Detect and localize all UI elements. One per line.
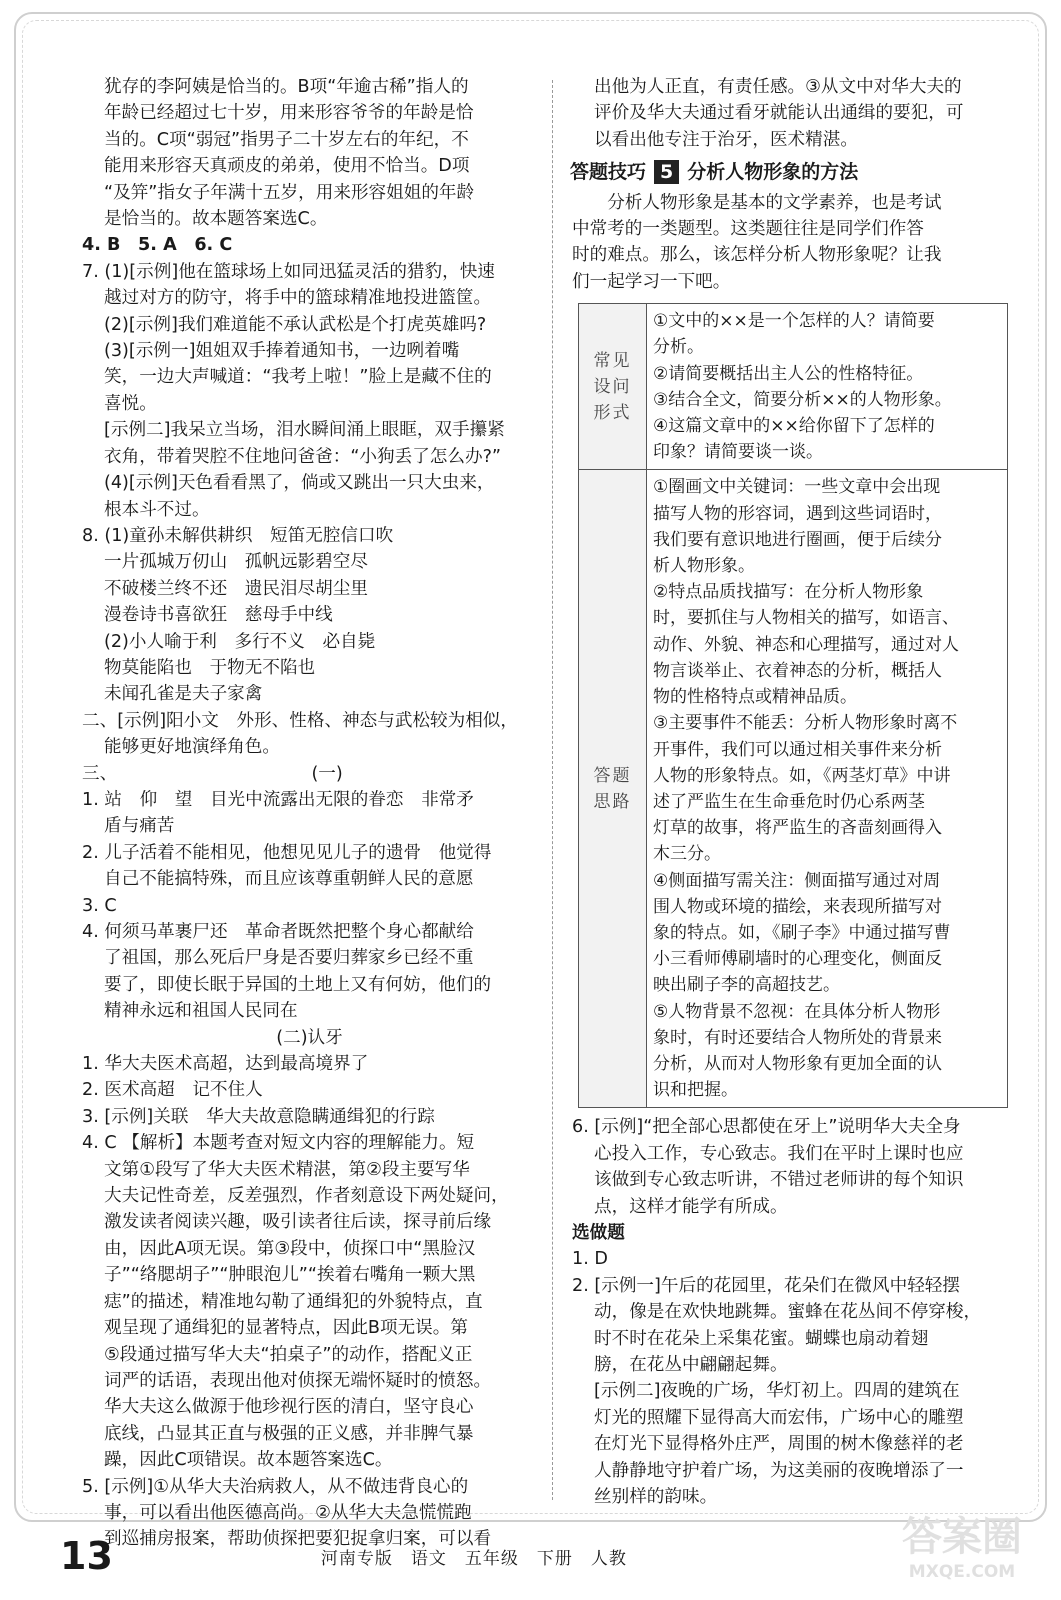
text-line: 由，因此A项无误。第③段中，侦探口中“黑脸汉 — [104, 1238, 476, 1259]
text-line: 一片孤城万仞山 孤帆远影碧空尽 — [104, 552, 368, 573]
text-line: 该做到专心致志听讲，不错过老师讲的每个知识 — [594, 1170, 964, 1191]
text-line: 物莫能陷也 于物无不陷也 — [104, 657, 316, 678]
text-line: 时不时在花朵上采集花蜜。蝴蝶也扇动着翅 — [594, 1328, 929, 1349]
answer-7 — [82, 259, 537, 523]
text-line: 2. 儿子活着不能相见，他想见见儿子的遗骨 他觉得 — [82, 842, 492, 863]
answer-6 — [572, 1114, 1022, 1220]
watermark-logo: 答案圈 — [902, 1514, 1022, 1560]
text-line: 物言谈举止、衣着神态的分析，概括人 — [653, 660, 942, 681]
optional-answers — [572, 1246, 1022, 1510]
text-line: 膀，在花丛中翩翩起舞。 — [594, 1355, 788, 1375]
text-line: 躁，因此C项错误。故本题答案选C。 — [104, 1450, 393, 1471]
text-line: 出他为人正直，有责任感。③从文中对华大夫的 — [594, 77, 962, 97]
text-line: 动作、外貌、神态和心理描写，通过对人 — [653, 634, 959, 655]
page-footer — [60, 1534, 1020, 1578]
text-line: 动，像是在欢快地跳舞。蜜蜂在花丛间不停穿梭， — [594, 1302, 982, 1323]
text-line: 描写人物的形容词，遇到这些词语时， — [653, 503, 942, 524]
text-line: 漫卷诗书喜欲狂 慈母手中线 — [104, 605, 333, 626]
footer-text: 河南专版 语文 五年级 下册 人教 — [320, 1548, 627, 1569]
text-line: 5. [示例]①从华大夫治病救人，从不做违背良心的 — [82, 1476, 469, 1497]
text-line: 围人物或环境的描绘，来表现所描写对 — [653, 896, 942, 917]
answer-5-continuation — [572, 74, 1022, 153]
text-line: 3. [示例]关联 华大夫故意隐瞒通缉犯的行踪 — [82, 1106, 435, 1127]
page-number: 13 — [60, 1534, 113, 1578]
text-line: 了祖国，那么死后尸身是否要归葬家乡已经不重 — [104, 948, 474, 969]
text-line: 盾与痛苦 — [104, 816, 175, 837]
text-line: 是恰当的。故本题答案选C。 — [104, 209, 328, 230]
text-line: 衣角，带着哭腔不住地问爸爸：“小狗丢了怎么办?” — [104, 446, 502, 467]
text-line: 人物的形象特点。如，《两茎灯草》中讲 — [653, 765, 951, 786]
text-line: 点，这样才能学有所成。 — [594, 1196, 788, 1217]
text-line: 大夫记性奇差，反差强烈，作者刻意设下两处疑问， — [104, 1186, 509, 1207]
text-line: 1. 华大夫医术高超，达到最高境界了 — [82, 1054, 369, 1075]
row-label: 答题思路 — [579, 470, 647, 1108]
tip-number-badge: 5 — [654, 160, 679, 184]
text-line: 评价及华大夫通过看牙就能认出通缉的要犯，可 — [594, 103, 964, 124]
text-line: 喜悦。 — [104, 393, 157, 414]
text-line: (4)[示例]天色看看黑了，倘或又跳出一只大虫来， — [104, 473, 495, 494]
text-line: 们一起学习一下吧。 — [572, 271, 731, 292]
text-line: 事，可以看出他医德高尚。②从华大夫急慌慌跑 — [104, 1502, 472, 1523]
table-row — [579, 470, 1008, 1108]
text-line: 词严的话语，表现出他对侦探无端怀疑时的愤怒。 — [104, 1370, 492, 1391]
text-line: 述了严监生在生命垂危时仍心系两茎 — [653, 791, 925, 812]
text-line: 能用来形容天真顽皮的弟弟，使用不恰当。D项 — [104, 156, 470, 177]
section-3-part-2 — [82, 1051, 537, 1553]
text-line: ③主要事件不能丢：分析人物形象时离不 — [653, 713, 958, 734]
text-line: 我们要有意识地进行圈画，便于后续分 — [653, 529, 942, 550]
answer-8 — [82, 523, 537, 708]
text-line: 丝别样的韵味。 — [594, 1487, 718, 1508]
right-column — [572, 74, 1022, 1510]
text-line: ⑤段通过描写华大夫“拍桌子”的动作，搭配义正 — [104, 1344, 473, 1365]
tip-label: 答题技巧 — [570, 161, 647, 184]
text-line: (2)小人喻于利 多行不义 必自毙 — [104, 631, 376, 652]
text-line: 痣”的描述，精准地勾勒了通缉犯的外貌特点，直 — [104, 1291, 483, 1312]
text-line: 映出刷子李的高超技艺。 — [653, 975, 840, 996]
text-line: 印象？请简要谈一谈。 — [653, 442, 823, 463]
tip-title: 分析人物形象的方法 — [687, 161, 859, 184]
text-line: 物的性格特点或精神品质。 — [653, 687, 857, 708]
watermark-url: MXQE.COM — [908, 1562, 1016, 1582]
text-line: 华大夫这么做源于他珍视行医的清白，坚守良心 — [104, 1397, 474, 1418]
text-line: 7. (1)[示例]他在篮球场上如同迅猛灵活的猎豹，快速 — [82, 261, 495, 282]
text-line: ④这篇文章中的××给你留下了怎样的 — [653, 416, 935, 437]
text-line: 灯草的故事，将严监生的吝啬刻画得入 — [653, 818, 942, 839]
text-line: 笑，一边大声喊道：“我考上啦！”脸上是藏不住的 — [104, 367, 492, 388]
text-line: 分析，从而对人物形象有更加全面的认 — [653, 1053, 942, 1074]
text-line: 能够更好地演绎角色。 — [104, 737, 280, 758]
text-line: 木三分。 — [653, 844, 721, 865]
tip-intro — [572, 190, 1022, 296]
text-line: 精神永远和祖国人民同在 — [104, 1001, 298, 1022]
row-content — [647, 304, 1008, 470]
text-line: 分析人物形象是基本的文学素养，也是考试 — [607, 192, 942, 213]
row-content — [647, 470, 1008, 1108]
text-line: 象的特点。如，《刷子李》中通过描写曹 — [653, 922, 951, 943]
text-line: 3. C — [82, 895, 117, 916]
text-line: 灯光的照耀下显得高大而宏伟，广场中心的雕塑 — [594, 1407, 964, 1428]
text-line: 人静静地守护着广场，为这美丽的夜晚增添了一 — [594, 1460, 964, 1481]
tip-heading — [570, 159, 1022, 185]
subsection-title: (一) — [311, 763, 343, 784]
text-line: ①圈画文中关键词：一些文章中会出现 — [653, 477, 941, 498]
table-row — [579, 304, 1008, 470]
text-line: 时，要抓住与人物相关的描写，如语言、 — [653, 608, 959, 629]
section-3-part-1 — [82, 787, 537, 1025]
text-line: 4. C 【解析】本题考查对短文内容的理解能力。短 — [82, 1133, 475, 1154]
answers-4-6: 4. B 5. A 6. C — [82, 235, 233, 256]
text-line: 8. (1)童孙未解供耕织 短笛无腔信口吹 — [82, 525, 394, 546]
text-line: 析人物形象。 — [653, 556, 755, 577]
text-line: 1. D — [572, 1249, 608, 1270]
watermark — [887, 1505, 1037, 1589]
text-line: 文第①段写了华大夫医术精湛，第②段主要写华 — [104, 1159, 470, 1180]
text-line: 根本斗不过。 — [104, 499, 210, 520]
row-label: 常见设问形式 — [579, 304, 647, 470]
tips-table — [578, 303, 1008, 1108]
text-line: 4. 何须马革裹尸还 革命者既然把整个身心都献给 — [82, 922, 474, 942]
text-line: ③结合全文，简要分析××的人物形象。 — [653, 389, 952, 410]
text-line: 犹存的李阿姨是恰当的。B项“年逾古稀”指人的 — [104, 77, 469, 97]
text-line: 开事件，我们可以通过相关事件来分析 — [653, 739, 942, 760]
text-line: 6. [示例]“把全部心思都使在牙上”说明华大夫全身 — [572, 1117, 961, 1138]
text-line: 越过对方的防守，将手中的篮球精准地投进篮筐。 — [104, 288, 492, 309]
text-line: 2. 医术高超 记不住人 — [82, 1080, 263, 1101]
section-label: 三、 — [82, 763, 118, 784]
text-line: ⑤人物背景不忽视：在具体分析人物形 — [653, 1001, 941, 1022]
text-line: 2. [示例一]午后的花园里，花朵们在微风中轻轻摆 — [572, 1275, 960, 1296]
left-column — [82, 74, 537, 1553]
text-line: “及笄”指女子年满十五岁，用来形容姐姐的年龄 — [104, 182, 475, 203]
text-line: 分析。 — [653, 337, 704, 358]
text-line: 子”“络腮胡子”“肿眼泡儿”“挨着右嘴角一颗大黑 — [104, 1265, 476, 1286]
text-line: ②特点品质找描写：在分析人物形象 — [653, 582, 924, 603]
text-line: 要了，即使长眠于异国的土地上又有何妨，他们的 — [104, 974, 492, 995]
text-line: 底线，凸显其正直与极强的正义感，并非脾气暴 — [104, 1423, 474, 1444]
text-line: 时的难点。那么，该怎样分析人物形象呢？让我 — [572, 245, 942, 266]
text-line: 识和把握。 — [653, 1080, 738, 1101]
text-line: 以看出他专注于治牙，医术精湛。 — [594, 129, 858, 150]
text-line: 激发读者阅读兴趣，吸引读者往后读，探寻前后缘 — [104, 1212, 492, 1233]
text-line: 象时，有时还要结合人物所处的背景来 — [653, 1027, 942, 1048]
text-line: [示例二]夜晚的广场，华灯初上。四周的建筑在 — [594, 1381, 960, 1402]
text-line: 到巡捕房报案，帮助侦探把要犯捉拿归案，可以看 — [104, 1529, 492, 1550]
text-line: ④侧面描写需关注：侧面描写通过对周 — [653, 870, 941, 891]
text-line: [示例二]我呆立当场，泪水瞬间涌上眼眶，双手攥紧 — [104, 420, 505, 441]
text-line: (3)[示例一]姐姐双手捧着通知书，一边咧着嘴 — [104, 341, 460, 362]
section-3-heading — [82, 761, 537, 787]
text-line: 未闻孔雀是夫子家禽 — [104, 684, 263, 705]
text-line: 小三看师傅刷墙时的心理变化，侧面反 — [653, 949, 942, 970]
text-line: 年龄已经超过七十岁，用来形容爷爷的年龄是恰 — [104, 103, 474, 124]
text-line: 在灯光下显得格外庄严，周围的树木像慈祥的老 — [594, 1434, 964, 1455]
text-line: 1. 站 仰 望 目光中流露出无限的眷恋 非常矛 — [82, 789, 474, 810]
column-divider — [552, 80, 553, 1500]
text-line: 当的。C项“弱冠”指男子二十岁左右的年纪，不 — [104, 129, 469, 150]
text-line: ①文中的××是一个怎样的人？请简要 — [653, 311, 935, 332]
optional-heading: 选做题 — [572, 1222, 625, 1243]
text-line: 自己不能搞特殊，而且应该尊重朝鲜人民的意愿 — [104, 869, 474, 890]
text-line: 观呈现了通缉犯的显著特点，因此B项无误。第 — [104, 1318, 468, 1339]
text-line: 心投入工作，专心致志。我们在平时上课时也应 — [594, 1143, 964, 1164]
text-line: 中常考的一类题型。这类题往往是同学们作答 — [572, 219, 924, 240]
answer-3-continuation — [82, 74, 537, 232]
text-line: ②请简要概括出主人公的性格特征。 — [653, 363, 924, 384]
subsection-title: (二)认牙 — [276, 1027, 343, 1048]
text-line: 不破楼兰终不还 遗民泪尽胡尘里 — [104, 578, 368, 599]
text-line: 二、[示例]阳小文 外形、性格、神态与武松较为相似， — [82, 710, 518, 731]
section-2 — [82, 708, 537, 761]
text-line: (2)[示例]我们难道能不承认武松是个打虎英雄吗? — [104, 314, 487, 335]
